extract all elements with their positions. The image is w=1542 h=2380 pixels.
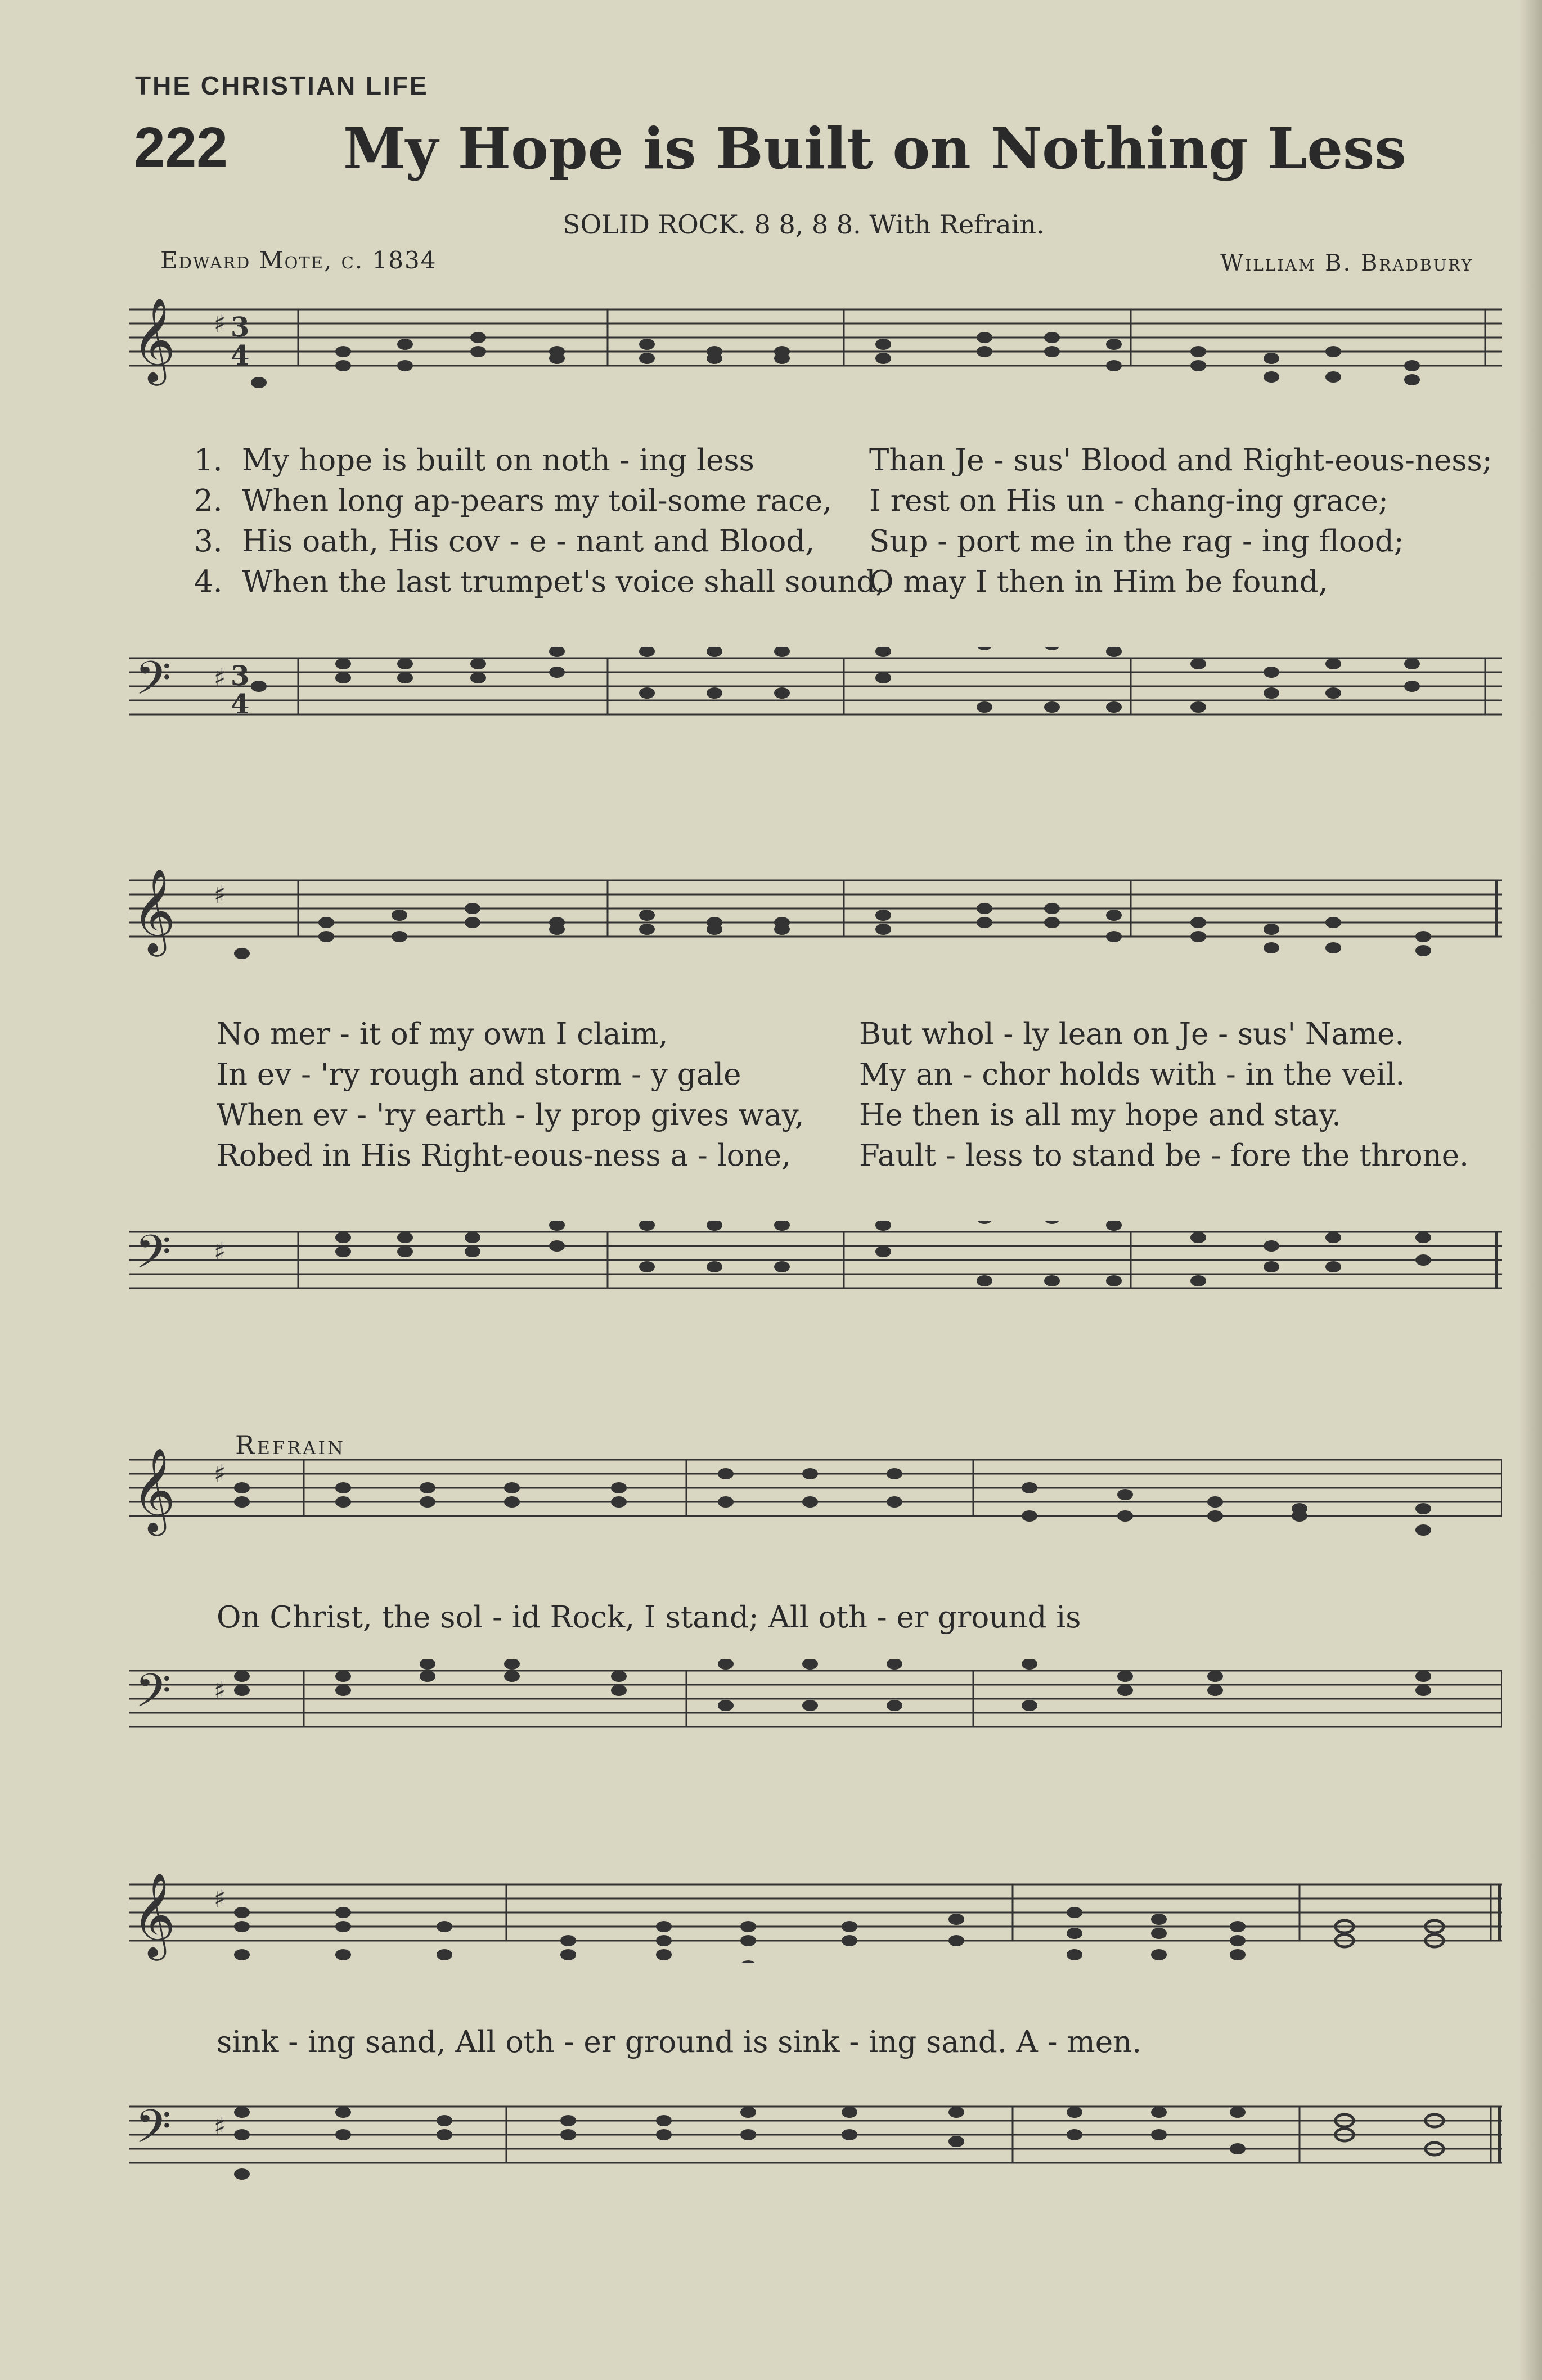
treble-staff-3: [129, 1448, 1502, 1538]
svg-text:♯: ♯: [214, 309, 226, 338]
treble-staff-4: [129, 1873, 1502, 1963]
verse-row: [194, 484, 1499, 524]
lyric-first-half: My hope is built on noth - ing less: [242, 443, 754, 478]
bass-staff-4: [129, 2095, 1502, 2185]
page-edge-shadow: [1519, 0, 1542, 2380]
svg-text:♯: ♯: [214, 1884, 226, 1913]
verse-number: 2.: [194, 484, 223, 518]
svg-text:3: 3: [231, 660, 250, 692]
lyric-second-half: But whol - ly lean on Je - sus' Name.: [859, 1017, 1405, 1051]
verse-number: 3.: [194, 524, 223, 559]
verse-row: [194, 565, 1499, 605]
author-credit: Edward Mote, c. 1834: [160, 246, 437, 274]
verse-continuation-row: [217, 1058, 1510, 1098]
treble-staff-1: [129, 298, 1502, 388]
svg-text:♯: ♯: [214, 1676, 226, 1705]
bass-staff-3: [129, 1659, 1502, 1749]
lyric-first-half: When ev - 'ry earth - ly prop gives way,: [217, 1098, 804, 1132]
svg-text:𝄢: 𝄢: [135, 651, 172, 717]
lyric-first-half: When the last trumpet's voice shall sound,: [242, 565, 885, 599]
svg-text:♯: ♯: [214, 664, 226, 692]
lyric-second-half: He then is all my hope and stay.: [859, 1098, 1342, 1132]
refrain-lyrics-line-1: On Christ, the sol - id Rock, I stand; All oth - er ground is: [217, 1600, 1081, 1635]
lyric-second-half: Than Je - sus' Blood and Right-eous-ness;: [869, 443, 1492, 478]
bass-staff-1: [129, 647, 1502, 737]
section-label: THE CHRISTIAN LIFE: [135, 71, 429, 100]
verse-row: [194, 443, 1499, 484]
svg-text:♯: ♯: [214, 2112, 226, 2141]
lyric-first-half: Robed in His Right-eous-ness a - lone,: [217, 1139, 791, 1173]
treble-staff-2: [129, 869, 1502, 959]
svg-text:♯: ♯: [214, 1238, 226, 1266]
lyric-first-half: No mer - it of my own I claim,: [217, 1017, 668, 1051]
svg-text:♯: ♯: [214, 880, 226, 909]
lyric-second-half: O may I then in Him be found,: [869, 565, 1328, 599]
composer-credit: William B. Bradbury: [1220, 250, 1473, 276]
lyric-first-half: His oath, His cov - e - nant and Blood,: [242, 524, 815, 559]
verse-row: [194, 524, 1499, 565]
lyric-first-half: When long ap-pears my toil-some race,: [242, 484, 832, 518]
hymn-title: My Hope is Built on Nothing Less: [343, 115, 1406, 182]
verse-number: 4.: [194, 565, 223, 599]
svg-text:𝄢: 𝄢: [135, 1225, 172, 1290]
svg-text:𝄢: 𝄢: [135, 1663, 172, 1729]
lyric-second-half: I rest on His un - chang-ing grace;: [869, 484, 1388, 518]
refrain-label: Refrain: [235, 1430, 346, 1460]
lyric-second-half: My an - chor holds with - in the veil.: [859, 1058, 1405, 1092]
tune-meter: SOLID ROCK. 8 8, 8 8. With Refrain.: [563, 209, 1045, 240]
svg-text:𝄞: 𝄞: [132, 1448, 176, 1532]
lyric-first-half: In ev - 'ry rough and storm - y gale: [217, 1058, 741, 1092]
lyric-second-half: Sup - port me in the rag - ing flood;: [869, 524, 1404, 559]
svg-text:𝄞: 𝄞: [132, 869, 176, 953]
hymn-number: 222: [134, 116, 228, 179]
verse-continuation-row: [217, 1139, 1510, 1179]
refrain-lyrics-line-2: sink - ing sand, All oth - er ground is sink - ing sand. A - men.: [217, 2025, 1142, 2059]
verse-continuation-row: [217, 1017, 1510, 1058]
verse-continuation-row: [217, 1098, 1510, 1139]
bass-staff-2: [129, 1221, 1502, 1311]
svg-text:4: 4: [231, 689, 250, 720]
lyric-second-half: Fault - less to stand be - fore the throne.: [859, 1139, 1469, 1173]
svg-text:𝄞: 𝄞: [132, 298, 176, 382]
svg-text:𝄢: 𝄢: [135, 2099, 172, 2165]
svg-text:3: 3: [231, 312, 250, 343]
verse-number: 1.: [194, 443, 223, 478]
svg-text:♯: ♯: [214, 1460, 226, 1488]
svg-text:𝄞: 𝄞: [132, 1873, 176, 1957]
svg-text:4: 4: [231, 340, 250, 371]
